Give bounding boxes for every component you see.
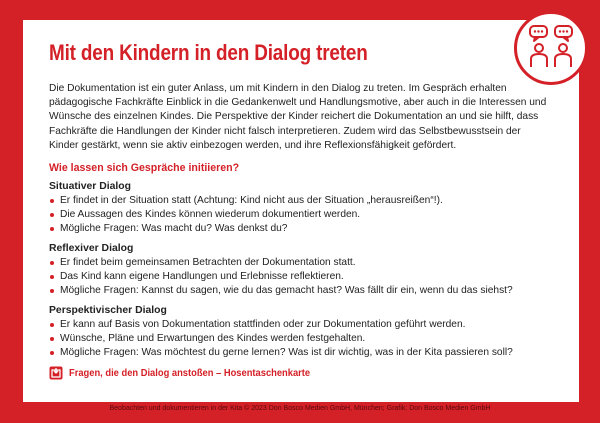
list-item: Die Aussagen des Kindes können wiederum dokumentiert werden. [49,208,559,222]
section-question: Wie lassen sich Gespräche initiieren? [49,162,240,174]
intro-paragraph: Die Dokumentation ist ein guter Anlass, um mit Kindern in den Dialog zu treten. Im Gespräch erhalten pädagogische Fachkräfte Einblick in die Gedankenwelt und Handlungsmotive, aber auch in die Interessen und Wünsche des einzelnen Kindes. Die Perspektive der Kinder reichert die Dokumentation an und sie hilft, dass Fachkräfte die Handlungen der Kinder nicht falsch interpretieren. Zudem wird das Selbstbewusstsein der Kinder gestärkt, wenn sie aktiv einbezogen werden, und ihre Reflexionsfähigkeit gefördert. [49,83,547,151]
page-title: Mit den Kindern in den Dialog treten [49,40,368,65]
section-perspektivischer-dialog [49,304,559,361]
info-card [23,20,579,402]
section-heading: Perspektivischer Dialog [49,305,167,316]
copyright-notice: Beobachten und dokumentieren in der Kita © 2023 Don Bosco Medien GmbH, München; Grafik: Don Bosco Medien GmbH [109,405,491,412]
list-item: Wünsche, Pläne und Erwartungen des Kindes werden festgehalten. [49,332,559,346]
section-heading: Reflexiver Dialog [49,243,134,254]
list-item: Er findet in der Situation statt (Achtung: Kind nicht aus der Situation „herausreißen“!). [49,194,559,208]
card-arrow-icon [49,366,63,380]
dialog-badge [514,11,588,85]
list-item: Mögliche Fragen: Was möchtest du gerne lernen? Was ist dir wichtig, was in der Kita passieren soll? [49,346,559,360]
reference-link[interactable] [49,366,337,380]
list-item: Er kann auf Basis von Dokumentation stattfinden oder zur Dokumentation geführt werden. [49,318,559,332]
list-item: Er findet beim gemeinsamen Betrachten der Dokumentation statt. [49,256,559,270]
dialog-people-icon [526,23,576,73]
section-heading: Situativer Dialog [49,181,131,192]
section-reflexiver-dialog [49,242,559,299]
list-item: Mögliche Fragen: Was macht du? Was denkst du? [49,222,559,236]
list-item: Mögliche Fragen: Kannst du sagen, wie du das gemacht hast? Was fällt dir ein, wenn du das siehst? [49,284,559,298]
list-item: Das Kind kann eigene Handlungen und Erlebnisse reflektieren. [49,270,559,284]
reference-label: Fragen, die den Dialog anstoßen – Hosentaschenkarte [69,367,311,379]
section-situativer-dialog [49,180,559,237]
